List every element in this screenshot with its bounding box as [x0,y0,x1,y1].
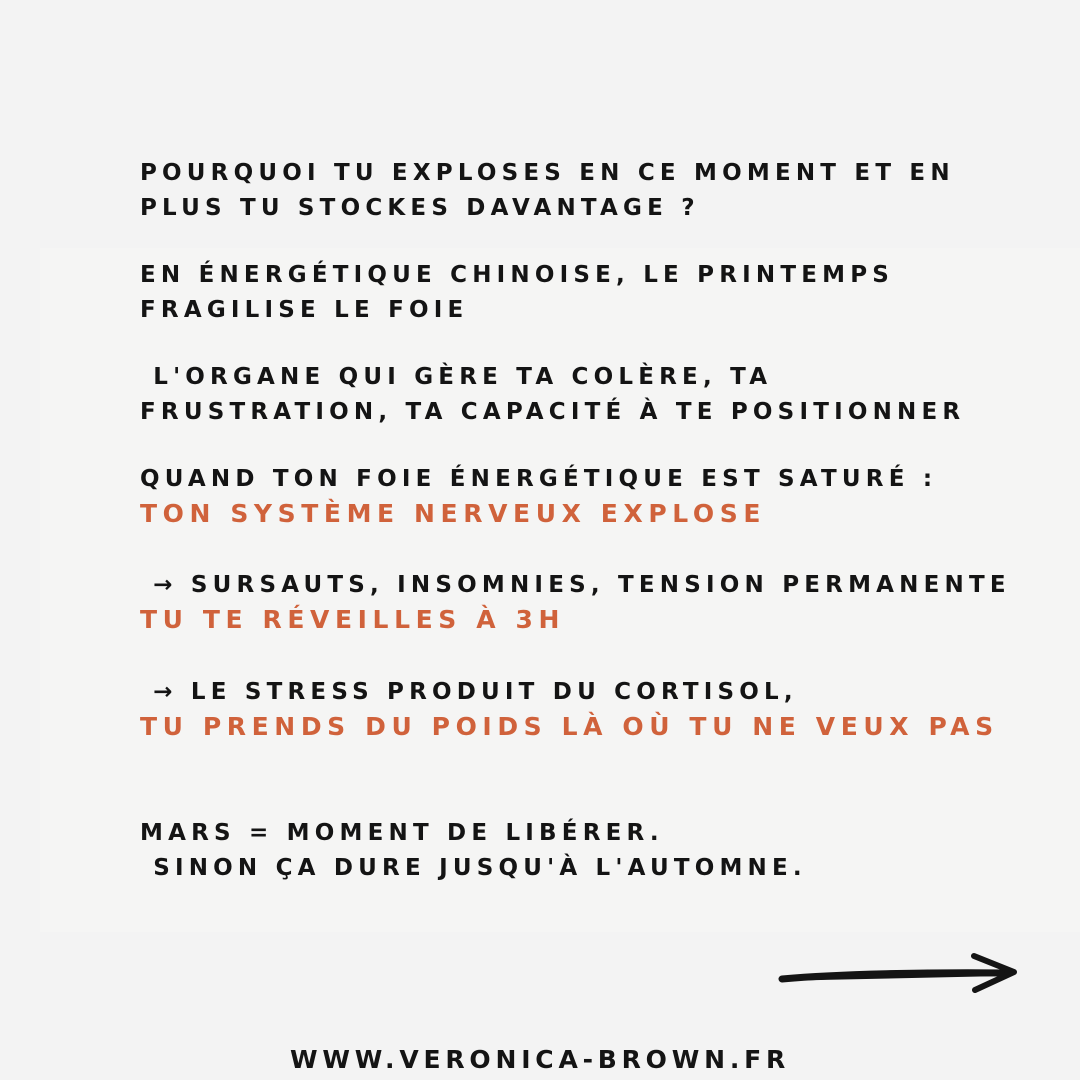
headline-line-1: POURQUOI TU EXPLOSES EN CE MOMENT ET EN [140,160,955,186]
paragraph-4-line-1: → SURSAUTS, INSOMNIES, TENSION PERMANENTE [140,572,1011,598]
paragraph-2-line-1: L'ORGANE QUI GÈRE TA COLÈRE, TA [140,364,773,390]
paragraph-4-highlight: TU TE RÉVEILLES À 3H [140,605,565,634]
paragraph-3-line-1: QUAND TON FOIE ÉNERGÉTIQUE EST SATURÉ : [140,466,938,492]
arrow-right-icon[interactable] [778,948,1023,996]
paragraph-5-line-1: → LE STRESS PRODUIT DU CORTISOL, [140,679,798,705]
closing-line-1: MARS = MOMENT DE LIBÉRER. [140,820,664,846]
headline-line-2: PLUS TU STOCKES DAVANTAGE ? [140,195,700,221]
paragraph-1-line-1: EN ÉNERGÉTIQUE CHINOISE, LE PRINTEMPS [140,262,895,288]
paragraph-2-line-2: FRUSTRATION, TA CAPACITÉ À TE POSITIONNER [140,399,966,425]
paragraph-5-highlight: TU PRENDS DU POIDS LÀ OÙ TU NE VEUX PAS [140,712,999,741]
website-url[interactable]: WWW.VERONICA-BROWN.FR [289,1045,791,1074]
paragraph-3-highlight: TON SYSTÈME NERVEUX EXPLOSE [140,499,767,528]
paragraph-1-line-2: FRAGILISE LE FOIE [140,297,469,323]
closing-line-2: SINON ÇA DURE JUSQU'À L'AUTOMNE. [140,855,807,881]
